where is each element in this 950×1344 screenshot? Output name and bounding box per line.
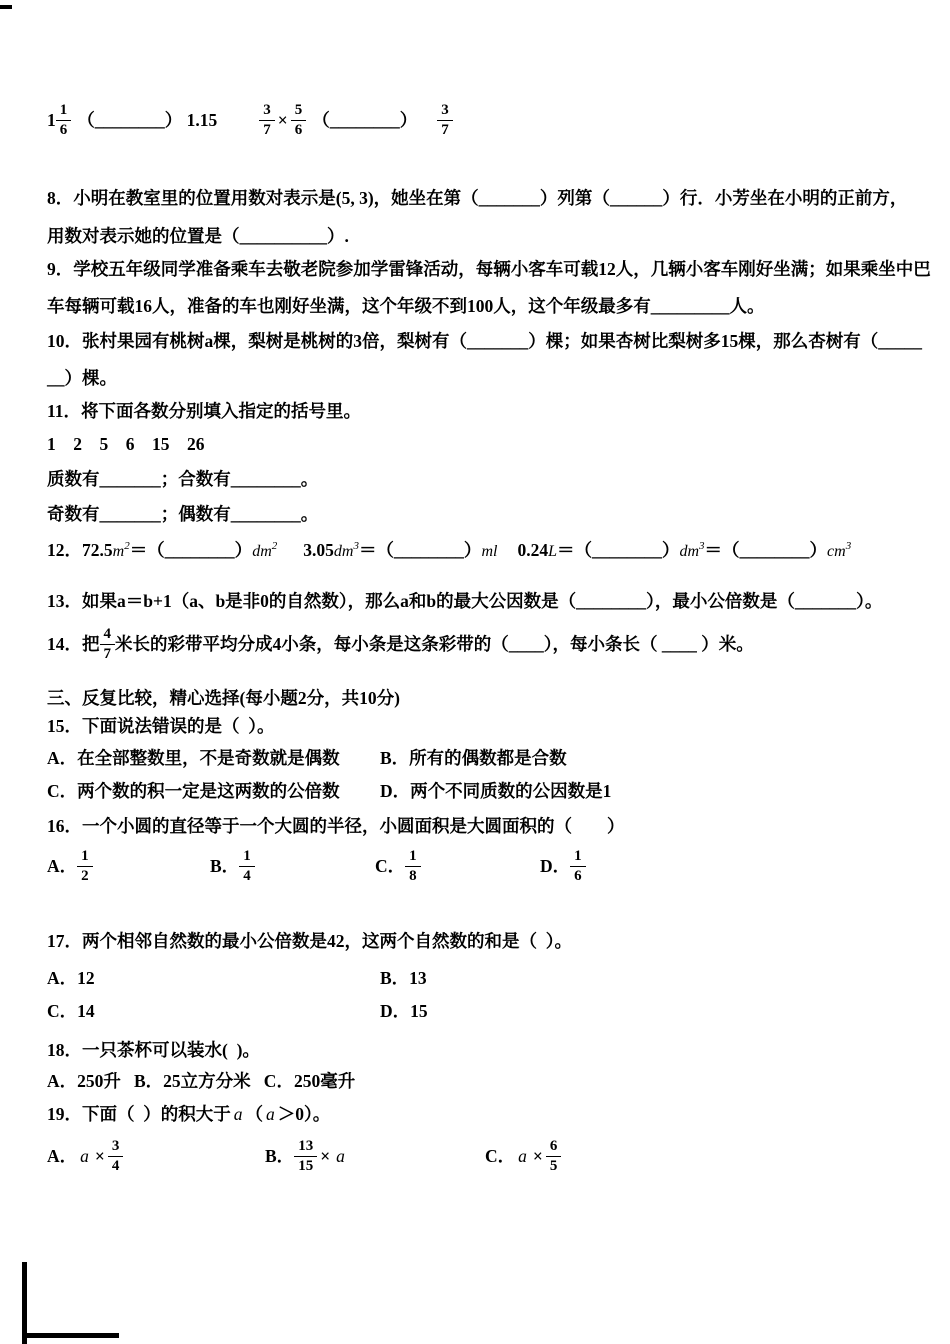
q12-value-3: 0.24 (517, 540, 549, 560)
question-9-line-2: 车每辆可载16人，准备的车也刚好坐满，这个年级不到100人，这个年级最多有_________人。 (47, 296, 765, 316)
fraction-numerator: 3 (259, 102, 275, 121)
fraction-numerator: 13 (294, 1138, 317, 1157)
question-15-options-ab (47, 748, 920, 770)
unit-dm2 (252, 540, 277, 562)
fraction-5-6 (291, 102, 307, 140)
q7-value: 1.15 (186, 109, 218, 130)
fraction-numerator: 6 (546, 1138, 562, 1157)
scan-mark-top-left (0, 5, 12, 9)
multiply-sign: × (532, 1145, 543, 1166)
fraction-denominator: 7 (441, 122, 449, 139)
question-number: 12． (47, 540, 82, 560)
question-11-number-list: 1 2 5 6 15 26 (47, 434, 205, 454)
q12-blank-2: ＝（________） (358, 540, 482, 560)
unit-ml (481, 540, 497, 562)
question-14-line (47, 626, 920, 664)
multiply-sign: × (320, 1145, 331, 1166)
multiply-sign: × (277, 109, 288, 130)
q12-blank-4: ＝（________） (704, 540, 828, 560)
multiply-sign: × (94, 1145, 105, 1166)
q19-paren-open: （ (245, 1104, 263, 1124)
fraction-denominator: 6 (574, 868, 582, 885)
fraction-1-6 (570, 848, 586, 886)
option-b (265, 1138, 485, 1176)
q7-whole-number: 1 (47, 109, 56, 130)
q19-text-post: ＞0）。 (277, 1104, 331, 1124)
question-11-line-1: 11．将下面各数分别填入指定的括号里。 (47, 401, 362, 421)
fraction-denominator: 7 (263, 122, 271, 139)
option-label: C． (375, 855, 406, 876)
option-label: A． (47, 1145, 78, 1166)
option-d: D．两个不同质数的公因数是1 (380, 781, 612, 801)
fraction-3-7 (259, 102, 275, 140)
variable-a: a (266, 1104, 275, 1124)
option-d: D．15 (380, 1001, 428, 1021)
option-label: B． (210, 855, 240, 876)
unit-symbol: dm (679, 543, 700, 560)
option-b: B．13 (380, 968, 427, 988)
q14-text-post: 米长的彩带平均分成4小条，每小条是这条彩带的（____），每小条长（ ____ ）米。 (115, 633, 754, 654)
question-15-line: 15．下面说法错误的是（ ）。 (47, 716, 275, 736)
option-a: A．12 (47, 968, 95, 988)
fraction-numerator: 3 (437, 102, 453, 121)
option-d (540, 848, 586, 886)
question-11-prime-composite-blanks: 质数有_______；合数有________。 (47, 469, 319, 489)
fraction-1-2 (77, 848, 93, 886)
q12-value-2: 3.05 (303, 540, 334, 560)
fraction-denominator: 4 (243, 868, 251, 885)
fraction-numerator: 1 (77, 848, 93, 867)
fraction-numerator: 1 (239, 848, 255, 867)
question-11-odd-even-blanks: 奇数有_______；偶数有________。 (47, 504, 319, 524)
question-8-line-1: 8．小明在教室里的位置用数对表示是(5, 3)，她坐在第（_______）列第（______）行．小芳坐在小明的正前方， (47, 188, 908, 208)
option-label: B． (265, 1145, 295, 1166)
unit-m2 (113, 540, 130, 562)
fraction-1-6 (56, 102, 72, 140)
unit-exponent: 3 (845, 540, 852, 552)
variable-a: a (233, 1104, 243, 1124)
q12-value-1: 72.5 (82, 540, 113, 560)
question-10-line-2: __）棵。 (47, 368, 117, 388)
fraction-denominator: 6 (294, 122, 303, 139)
question-9-line-1: 9．学校五年级同学准备乘车去敬老院参加学雷锋活动，每辆小客车可载12人，几辆小客车刚好坐满；如果乘坐中巴 (47, 259, 931, 279)
question-15-options-cd (47, 781, 920, 803)
fraction-numerator: 3 (108, 1138, 124, 1157)
option-label: A． (47, 855, 78, 876)
question-10-line-1: 10．张村果园有桃树a棵，梨树是桃树的3倍，梨树有（_______）棵；如果杏树比梨树多15棵，那么杏树有（_____ (47, 331, 922, 351)
unit-exponent: 2 (124, 540, 130, 552)
fraction-1-4 (239, 848, 255, 886)
option-c (375, 848, 540, 886)
q7-blank-1: （________） (77, 109, 187, 130)
section-3-header: 三、反复比较，精心选择(每小题2分，共10分) (47, 688, 400, 708)
fraction-denominator: 4 (111, 1158, 120, 1175)
variable-a: a (336, 1145, 345, 1166)
option-b (210, 848, 375, 886)
fraction-3-7 (437, 102, 453, 140)
question-17-options-ab (47, 968, 920, 990)
unit-dm3 (679, 540, 704, 562)
fraction-6-5 (546, 1138, 562, 1176)
unit-exponent: 3 (353, 540, 359, 552)
unit-symbol: cm (827, 543, 846, 560)
variable-a: a (80, 1145, 89, 1166)
option-c (485, 1138, 561, 1176)
page-border-bottom (22, 1333, 119, 1338)
q19-text-pre: 19．下面（ ）的积大于 (47, 1104, 231, 1124)
unit-symbol: dm (333, 543, 354, 560)
question-17-line: 17．两个相邻自然数的最小公倍数是42，这两个自然数的和是（ ）。 (47, 931, 572, 951)
fraction-numerator: 1 (570, 848, 586, 867)
page-border-left (22, 1262, 27, 1344)
question-12-line (47, 540, 920, 562)
fraction-denominator: 15 (298, 1158, 314, 1175)
question-18-options: A．250升 B．25立方分米 C．250毫升 (47, 1071, 356, 1091)
fraction-1-8 (405, 848, 421, 886)
fraction-13-15 (294, 1138, 317, 1176)
unit-L (548, 540, 557, 562)
option-c: C．14 (47, 1001, 95, 1021)
fraction-numerator: 1 (56, 102, 72, 121)
question-8-line-2: 用数对表示她的位置是（__________）. (47, 226, 349, 246)
q7-comparison-row (47, 102, 920, 140)
unit-symbol: dm (252, 543, 272, 560)
q12-blank-1: ＝（________） (129, 540, 253, 560)
option-a: A．在全部整数里，不是奇数就是偶数 (47, 748, 340, 768)
fraction-denominator: 8 (409, 868, 417, 885)
option-b: B．所有的偶数都是合数 (380, 748, 567, 768)
variable-a: a (518, 1145, 527, 1166)
unit-exponent: 3 (699, 540, 705, 552)
option-a (47, 1138, 265, 1176)
fraction-denominator: 5 (549, 1158, 558, 1175)
fraction-denominator: 6 (59, 122, 68, 139)
unit-dm3 (334, 540, 359, 562)
unit-symbol: m (112, 543, 125, 560)
unit-exponent: 2 (271, 540, 278, 552)
q14-text-pre: 14．把 (47, 633, 100, 654)
option-a (47, 848, 210, 886)
fraction-numerator: 5 (291, 102, 307, 121)
question-19-options (47, 1138, 920, 1176)
unit-cm3 (827, 540, 851, 562)
option-label: D． (540, 855, 571, 876)
unit-symbol: ml (481, 543, 498, 560)
question-19-line (47, 1104, 920, 1126)
option-c: C．两个数的积一定是这两数的公倍数 (47, 781, 340, 801)
option-label: C． (485, 1145, 516, 1166)
question-16-options (47, 848, 920, 886)
q7-blank-2: （________） (312, 109, 418, 130)
q12-blank-3: ＝（________） (556, 540, 680, 560)
unit-symbol: L (548, 543, 557, 560)
question-16-line: 16．一个小圆的直径等于一个大圆的半径，小圆面积是大圆面积的（ ） (47, 816, 625, 836)
question-13-line: 13．如果a＝b+1（a、b是非0的自然数），那么a和b的最大公因数是（________），最小公倍数是（_______）。 (47, 591, 883, 611)
question-18-line: 18．一只茶杯可以装水( )。 (47, 1040, 260, 1060)
fraction-denominator: 2 (81, 868, 89, 885)
fraction-denominator: 7 (103, 646, 111, 663)
fraction-numerator: 1 (405, 848, 421, 867)
fraction-numerator: 4 (100, 626, 116, 645)
question-17-options-cd (47, 1001, 920, 1023)
fraction-3-4 (108, 1138, 124, 1176)
fraction-4-7 (100, 626, 116, 664)
